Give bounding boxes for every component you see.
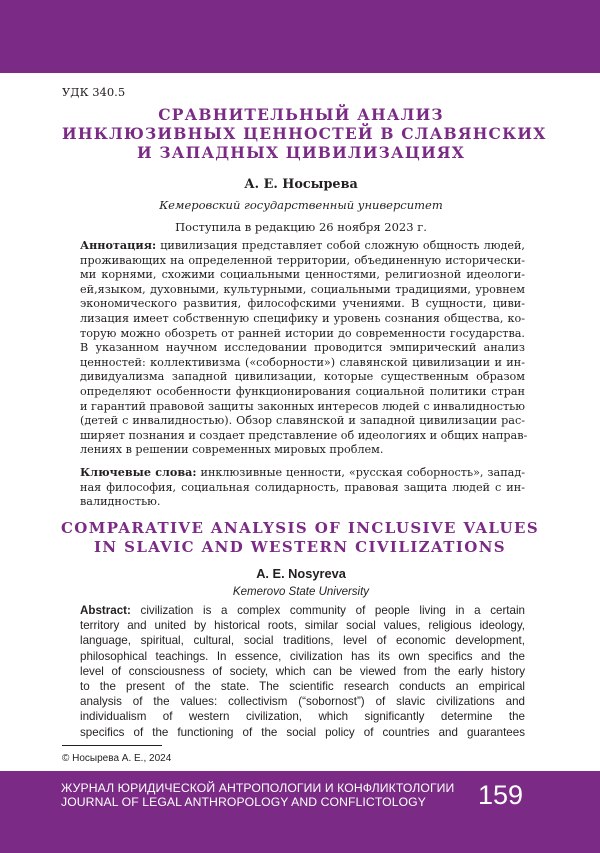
journal-title-en: JOURNAL OF LEGAL ANTHROPOLOGY AND CONFLICTOLOGY	[61, 795, 426, 809]
abstract-en-line: specifics of the functioning of the social policy of countries and guarantees	[80, 725, 525, 739]
abstract-ru-line: торую можно обозреть от ранней истории до современности государства.	[80, 326, 525, 340]
journal-title	[61, 781, 454, 809]
abstract-ru-line: ценностей: коллективизма («соборности») славянской цивилизации и ин-	[80, 355, 525, 369]
keywords-ru-line: ная философия, социальная солидарность, правовая защита людей с ин-	[80, 480, 525, 494]
header-band	[0, 0, 600, 73]
abstract-en-line: analysis of the values: collectivism (“sobornost”) of slavic civilizations and	[80, 695, 525, 709]
abstract-ru-line: В указанном научном исследовании проводится эмпирический анализ	[80, 341, 525, 355]
keywords-ru	[80, 465, 525, 510]
abstract-ru-line: определяют особенности функционирования социальной политики стран	[80, 384, 525, 398]
abstract-en-line: language, spiritual, cultural, social traditions, level of economic development,	[80, 634, 525, 648]
abstract-ru-line: проживающих на определенной территории, объединенную исторически-	[80, 253, 525, 267]
author-en: A. E. Nosyreva	[256, 566, 346, 581]
affiliation-ru: Кемеровский государственный университет	[159, 198, 443, 212]
keywords-ru-line: Ключевые слова: инклюзивные ценности, «русская соборность», запад-	[80, 465, 525, 479]
abstract-ru-line: ей,языком, духовными, культурными, социальными традициями, уровнем	[80, 282, 525, 296]
abstract-ru-line: ми корнями, схожими социальными ценностями, религиозной идеологи-	[80, 268, 525, 282]
abstract-en-line: Abstract: civilization is a complex community of people living in a certain	[80, 604, 525, 617]
abstract-ru-line: дивидуализма западной цивилизации, которые существенным образом	[80, 370, 525, 384]
abstract-en	[80, 603, 525, 740]
udc-code: УДК 340.5	[62, 85, 126, 99]
abstract-ru-line: лениях в решении современных мировых проблем.	[80, 443, 384, 457]
abstract-ru-label: Аннотация:	[80, 238, 157, 252]
abstract-ru-line: экономического развития, философскими учениями. В сущности, циви-	[80, 297, 525, 311]
journal-title-ru: ЖУРНАЛ ЮРИДИЧЕСКОЙ АНТРОПОЛОГИИ И КОНФЛИКТОЛОГИИ	[61, 781, 455, 795]
affiliation-en: Kemerovo State University	[232, 586, 370, 598]
abstract-en-label: Abstract:	[80, 604, 131, 617]
received-date: Поступила в редакцию 26 ноября 2023 г.	[175, 220, 427, 234]
copyright-footnote: © Носырева А. Е., 2024	[62, 753, 172, 764]
abstract-en-line: philosophical teachings. In essence, civilization has its own specifics and the	[80, 649, 525, 663]
abstract-ru-line: ширяет познания и создает представление об идеологиях и общих направ-	[80, 428, 528, 442]
keywords-ru-line: валидностью.	[80, 495, 161, 509]
title-ru-line: И ЗАПАДНЫХ ЦИВИЛИЗАЦИЯХ	[136, 143, 466, 162]
abstract-ru-line: и гарантий правовой защиты законных интересов людей с инвалидностью	[80, 399, 525, 413]
abstract-en-line: to the present of the state. The scientific research conducts an empirical	[80, 680, 525, 694]
abstract-ru	[80, 238, 528, 458]
abstract-en-line: territory and united by historical roots, similar social values, religious ideology,	[80, 619, 525, 633]
author-ru: А. Е. Носырева	[244, 177, 358, 192]
title-ru-line: СРАВНИТЕЛЬНЫЙ АНАЛИЗ	[158, 105, 444, 124]
abstract-ru-line: Аннотация: цивилизация представляет собой сложную общность людей,	[80, 238, 525, 252]
article-title-ru	[62, 105, 547, 162]
title-ru-line: ИНКЛЮЗИВНЫХ ЦЕННОСТЕЙ В СЛАВЯНСКИХ	[62, 124, 547, 143]
abstract-ru-line: лизация имеет собственную специфику и уровень сознания общества, ко-	[80, 311, 525, 325]
abstract-en-line: individualism of western civilization, which significantly determine the	[80, 710, 525, 724]
article-title-en	[40, 519, 560, 557]
page-number: 159	[478, 780, 524, 810]
abstract-ru-line: (детей с инвалидностью). Обзор славянской и западной цивилизации рас-	[80, 414, 525, 428]
keywords-ru-label: Ключевые слова:	[80, 465, 197, 479]
footnote-divider	[62, 745, 162, 746]
title-en-line: COMPARATIVE ANALYSIS OF INCLUSIVE VALUES	[60, 519, 540, 537]
abstract-en-line: level of consciousness of society, which can be viewed from the early history	[80, 664, 525, 678]
title-en-line: IN SLAVIC AND WESTERN CIVILIZATIONS	[93, 538, 507, 556]
